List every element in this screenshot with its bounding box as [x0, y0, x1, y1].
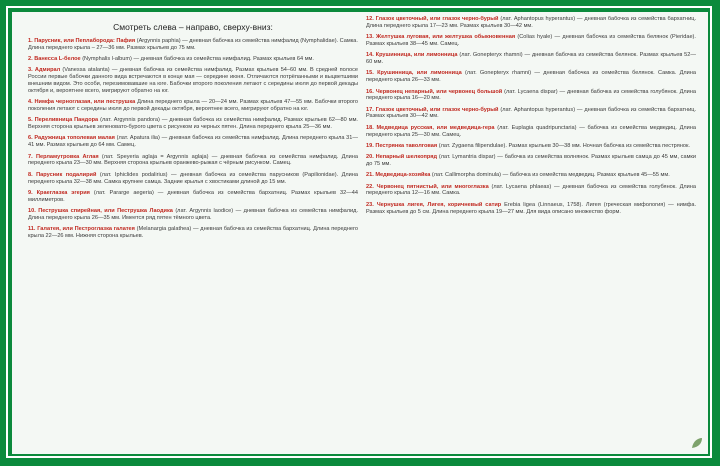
species-description: (лат. Aphantopus hyperantus) — дневная бабочка из семейства бархатниц. Размах крыльев 30—42 мм. — [366, 106, 696, 120]
species-name: Пестрянка таволговая — [375, 142, 438, 149]
species-description: (лат. Speyeria aglaja = Argynnis aglaja) — дневная бабочка из семейства нимфалид. Длина переднего крыла 23—30 мм. Верхняя сторона крыльев оранжево-рыжая с чёрным рисунком. Самец. — [28, 153, 358, 167]
left-entry-list — [28, 38, 358, 240]
species-name: Червонец непарный, или червонец большой — [375, 88, 503, 95]
entry-number: 8. — [28, 171, 33, 178]
entry-number: 16. — [366, 88, 374, 95]
species-description: (лат. Zygaena filipendulae). Размах крыльев 30—38 мм. Ночная бабочка из семейства пестрянок. — [438, 142, 690, 149]
species-name: Крушинница, или лимонница — [375, 52, 458, 59]
species-entry — [366, 34, 696, 48]
entry-number: 9. — [28, 189, 33, 196]
species-entry — [28, 190, 358, 204]
entry-number: 17. — [366, 106, 374, 113]
entry-number: 22. — [366, 183, 374, 190]
species-name: Радужница тополевая малая — [34, 135, 115, 142]
species-entry — [366, 172, 696, 179]
species-name: Краеглазка эгерия — [36, 189, 90, 196]
species-description: (Argynnis paphia) — дневная бабочка из семейства нимфалид (Nymphalidae). Самка. Длина переднего крыла – 27—36 мм. Размах крыльев до 75 мм. — [28, 38, 358, 51]
entry-number: 4. — [28, 99, 33, 106]
species-entry — [366, 184, 696, 198]
species-name: Адмирал — [34, 67, 61, 74]
species-name: Крушинница, или лимонница — [377, 70, 462, 77]
species-entry — [366, 107, 696, 121]
entry-number: 3. — [28, 67, 33, 74]
species-entry — [28, 99, 358, 113]
species-description: (лат. Gonepteryx rhamni) — дневная бабочка из семейства белянок. Размах крыльев 52—60 мм. — [366, 52, 696, 66]
species-name: Медведица-хозяйка — [375, 172, 431, 179]
species-name: Нимфа черноглазая, или пеструшка — [34, 99, 136, 106]
species-entry — [28, 208, 358, 222]
species-name: Парусник, или Пеплаборода: Пафия — [34, 38, 136, 44]
species-entry — [28, 117, 358, 131]
species-entry — [28, 154, 358, 168]
species-description: Длина переднего крыла — 20—24 мм. Размах крыльев 47—55 мм. Бабочки второго поколения летают с середины июля до первой декады октября, вероятнее всего, мигрируют обратно на юг. — [28, 99, 358, 112]
entry-number: 6. — [28, 135, 33, 142]
species-entry — [28, 56, 358, 63]
species-name: Чернушка лигея, Лигея, коричневый сатир — [376, 201, 502, 208]
entry-number: 1. — [28, 38, 33, 44]
species-description: (лат. Euplagia quadripunctaria) — бабочка из семейства медведиц. Длина переднего крыла 25—30 мм. Самец. — [366, 124, 696, 138]
entry-number: 20. — [366, 154, 374, 161]
species-description: (лат. Pararge aegeria) — дневная бабочка из семейства бархатниц. Размах крыльев 32—44 миллиметров. — [28, 189, 358, 203]
entry-number: 10. — [28, 207, 36, 214]
entry-number: 11. — [28, 226, 36, 233]
species-description: (лат. Lycaena dispar) — дневная бабочка из семейства голубянок. Длина переднего крыла 16—20 мм. — [366, 88, 696, 102]
species-name: Парусник подалирий — [36, 171, 97, 178]
species-entry — [366, 143, 696, 150]
entry-number: 15. — [366, 70, 374, 77]
species-description: (лат. Callimorpha dominula) — бабочка из семейства медведиц. Размах крыльев 45—55 мм. — [431, 172, 670, 179]
species-name: Переливница Пандора — [34, 117, 99, 124]
species-entry — [28, 226, 358, 240]
entry-number: 7. — [28, 153, 33, 160]
species-name: Желтушка луговая, или желтушка обыкновенная — [376, 34, 516, 41]
species-description: (лат. Apatura ilia) — дневная бабочка из семейства нимфалид. Длина переднего крыла 31—41 мм. Размах крыльев до 64 мм. Самец. — [28, 135, 358, 149]
species-description: (лат. Argynnis pandora) — дневная бабочка из семейства нимфалид. Размах крыльев 62—80 мм. Верхняя сторона крыльев зеленовато-бурого цвета с рисунком из черных пятен. Длина переднего крыла 25—36 мм. — [28, 117, 358, 131]
species-entry — [366, 89, 696, 103]
page-heading: Смотреть слева – направо, сверху-вниз: — [113, 22, 273, 32]
species-name: Перламутровка Аглая — [35, 153, 99, 160]
species-entry — [366, 52, 696, 66]
species-description: (Vanessa atalanta) — дневная бабочка из семейства нимфалид. Размах крыльев 54–60 мм. В средней полосе России первые бабочки данного вида встречаются в конце мая — середине июня. Отличаются потрёпанными и выцветшими внешним видом. Это особи, перезимовавшие на юге. Бабочки второго поколения летают с середины июля до первой декады октября и, вероятнее всего, мигрируют обратно на юг. — [28, 67, 358, 94]
species-entry — [28, 38, 358, 52]
species-entry — [28, 172, 358, 186]
species-name: Медведица русская, или медведица-гера — [376, 124, 495, 131]
species-entry — [28, 135, 358, 149]
right-column — [366, 16, 696, 444]
entry-number: 13. — [366, 34, 374, 41]
entry-number: 23. — [366, 201, 374, 208]
document-sheet — [12, 12, 708, 454]
entry-number: 18. — [366, 124, 374, 131]
species-entry — [366, 16, 696, 30]
entry-number: 19. — [366, 142, 374, 149]
species-description: (Nymphalis l-album) — дневная бабочка из семейства нимфалид. Размах крыльев 64 мм. — [82, 56, 314, 63]
entry-number: 5. — [28, 117, 33, 124]
species-description: Erebia ligea (Linnaeus, 1758). Лигея (греческая мифология) — нимфа. Размах крыльев до 5 см. Длина переднего крыла 19—27 мм. Для вида описано множество форм. — [366, 201, 696, 215]
entry-number: 12. — [366, 16, 374, 22]
species-name: Непарный шелкопряд — [375, 154, 438, 161]
species-entry — [366, 70, 696, 84]
leaf-icon — [690, 436, 704, 450]
species-name: Глазок цветочный, или глазок черно-бурый — [375, 106, 499, 113]
species-entry — [366, 125, 696, 139]
entry-number: 21. — [366, 172, 374, 179]
species-name: Глазок цветочный, или глазок черно-бурый — [375, 16, 499, 22]
species-description: (лат. Lycaena phlaeas) — дневная бабочка из семейства голубянок. Длина переднего крыла 12—16 мм. Самка. — [366, 183, 696, 197]
species-description: (Colias hyale) — дневная бабочка из семейства белянок (Pieridae). Размах крыльев 38—45 мм. Самец. — [366, 34, 696, 47]
entry-number: 14. — [366, 52, 374, 59]
species-description: (Melanargia galathea) — дневная бабочка из семейства бархатниц. Длина переднего крыла 22—26 мм. Нижняя сторона крыльев. — [28, 226, 358, 239]
species-description: (лат. Argynnis laodice) — дневная бабочка из семейства нимфалид. Длина переднего крыла 26—35 мм. Имеется ряд пятен тёмного цвета. — [28, 207, 358, 221]
species-description: (лат. Aphantopus hyperantus) — дневная бабочка из семейства бархатниц. Длина переднего крыла 17—23 мм. Размах крыльев 30—42 мм. — [366, 16, 696, 29]
species-entry — [366, 154, 696, 168]
species-name: Галатея, или Пестроглазка галатея — [37, 226, 135, 233]
right-entry-list — [366, 16, 696, 215]
species-name: Пеструшка спирейная, или Пеструшка Лаодика — [38, 207, 173, 214]
entry-number: 2. — [28, 56, 33, 63]
species-entry — [28, 67, 358, 94]
species-description: (лат. Iphiclides podalirius) — дневная бабочка из семейства парусников (Papilionidae). Длина переднего крыла 32—38 мм. Самка крупнее самца. Задние крылья с хвостиками длиной до 15 мм. — [28, 171, 358, 185]
species-description: (лат. Gonepteryx rhamni) — дневная бабочка из семейства белянок. Самка. Длина переднего крыла 26—33 мм. — [366, 70, 696, 84]
species-description: (лат. Lymantria dispar) — бабочка из семейства волнянок. Размах крыльев самца до 45 мм, самки до 75 мм. — [366, 154, 696, 167]
species-name: Ванесса L-белое — [34, 56, 81, 63]
left-column — [28, 22, 358, 450]
species-entry — [366, 202, 696, 216]
species-name: Червонец пятнистый, или многоглазка — [376, 183, 489, 190]
